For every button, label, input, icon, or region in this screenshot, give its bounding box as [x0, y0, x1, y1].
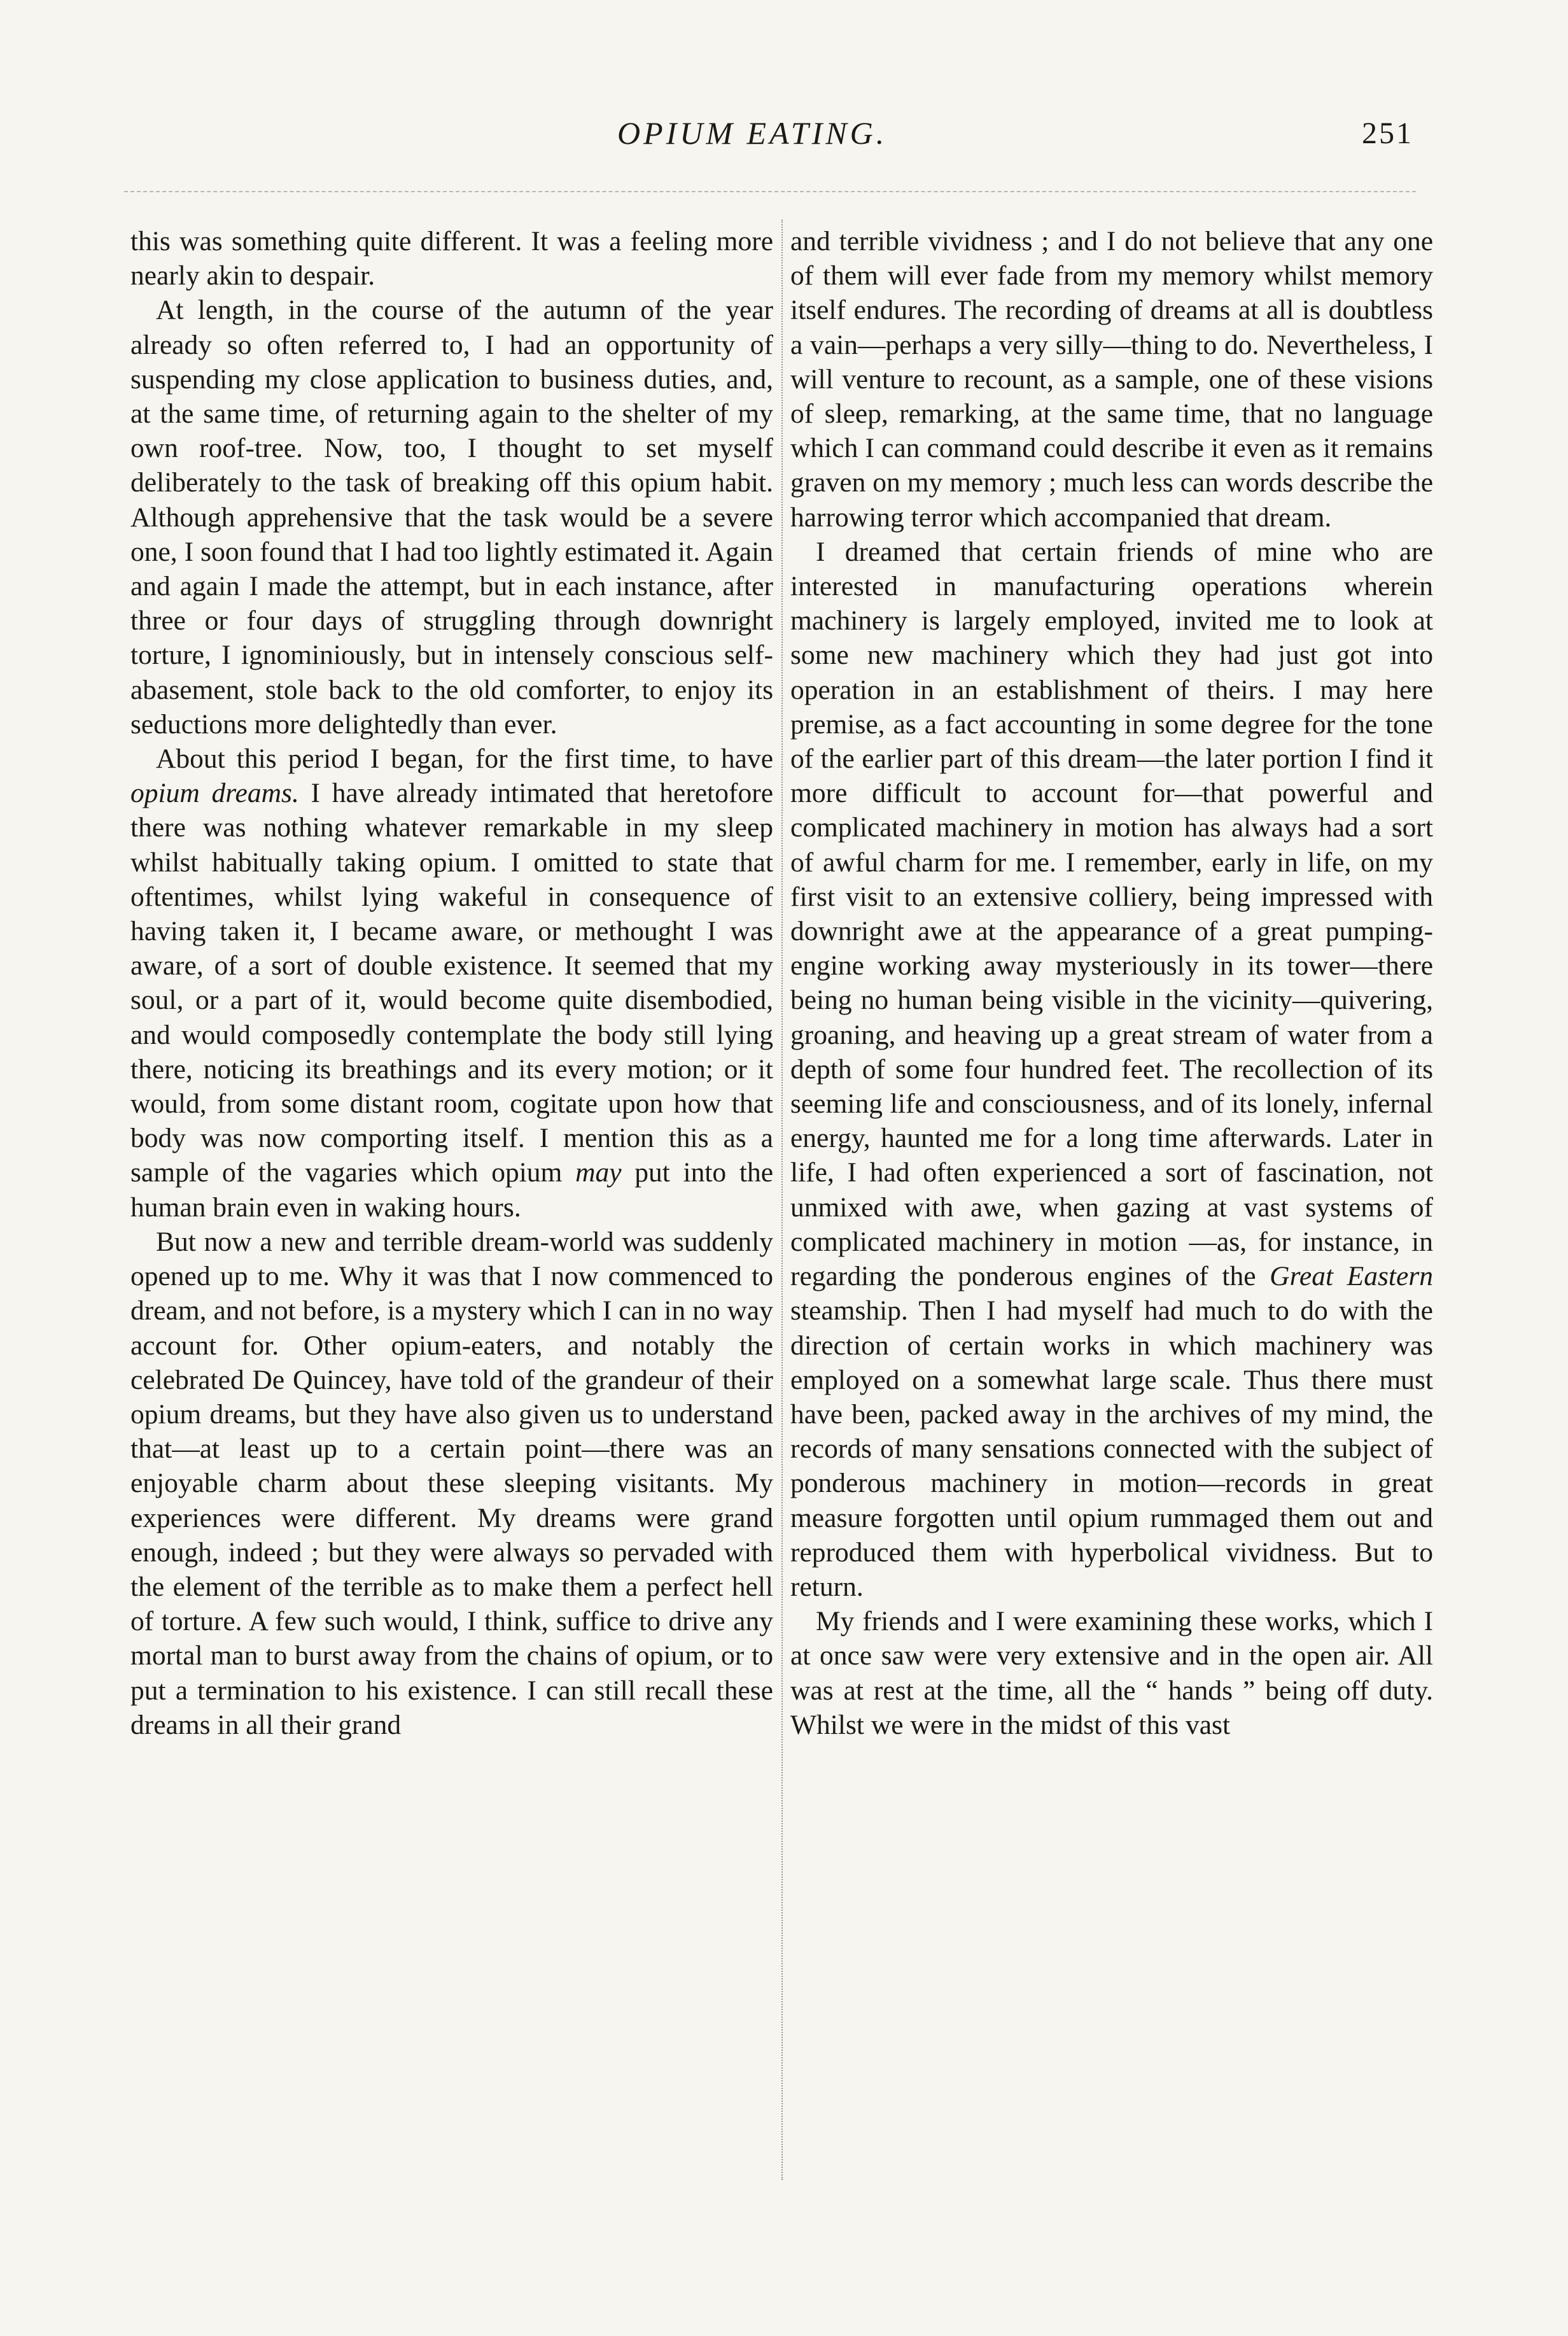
running-title: OPIUM EATING.	[617, 115, 888, 151]
paragraph-continuation: this was something quite different. It was a feeling more nearly akin to despair.	[130, 226, 773, 292]
paragraph-autumn: At length, in the course of the autumn of the year already so often referred to, I had an opportunity of suspending my close application to business duties, and, at the same time, of returning again to the shelter of my own roof-tree. Now, too, I thought to set myself deliberately to the task of breaking off this opium habit. Although apprehensive that the task would be a severe one, I soon found that I had too lightly estimated it. Again and again I made the attempt, but in each instance, after three or four days of struggling through downright torture, I ignominiously, but in intensely conscious self-abasement, stole back to the old comforter, to enjoy its seductions more delightedly than ever.	[130, 295, 773, 740]
page-number: 251	[1362, 116, 1413, 150]
page-header	[0, 115, 1568, 159]
column-divider	[781, 220, 783, 2180]
italic-phrase: opium dreams.	[130, 778, 299, 809]
right-column	[790, 224, 1433, 2191]
paragraph-opium-dreams: About this period I began, for the first time, to have opium dreams. I have already intimated that heretofore there was nothing whatever remarkable in my sleep whilst habitually taking opium. I omitted to state that oftentimes, whilst lying wakeful in consequence of having taken it, I became aware, or methought I was aware, of a sort of double existence. It seemed that my soul, or a part of it, would become quite disembodied, and would composedly contemplate the body still lying there, noticing its breathings and its every motion; or it would, from some distant room, cogitate upon how that body was now comporting itself. I mention this as a sample of the vagaries which opium may put into the human brain even in waking hours.	[130, 743, 773, 1223]
italic-ship-name: Great Eastern	[1270, 1261, 1433, 1292]
paragraph-machinery: I dreamed that certain friends of mine who are interested in manufacturing operations wherein machinery is largely employed, invited me to look at some new machinery which they had just got into operation in an establishment of theirs. I may here premise, as a fact accounting in some degree for the tone of the earlier part of this dream—the later portion I find it more difficult to account for—that powerful and complicated machinery in motion has always had a sort of awful charm for me. I remember, early in life, on my first visit to an extensive colliery, being impressed with downright awe at the appearance of a great pumping-engine working away mysteriously in its tower—there being no human being visible in the vicinity—quivering, groaning, and heaving up a great stream of water from a depth of some four hundred feet. The recollection of its seeming life and consciousness, and of its lonely, infernal energy, haunted me for a long time afterwards. Later in life, I had often experienced a sort of fascination, not unmixed with awe, when gazing at vast systems of complicated machinery in motion —as, for instance, in regarding the ponderous engines of the Great Eastern steamship. Then I had myself had much to do with the direction of certain works in which machinery was employed on a somewhat large scale. Thus there must have been, packed away in the archives of my mind, the records of many sensations connected with the subject of ponderous machinery in motion—records in great measure forgotten until opium rummaged them out and reproduced them with hyperbolical vividness. But to return.	[790, 536, 1433, 1602]
header-rule	[124, 191, 1416, 192]
left-column	[130, 224, 773, 2191]
italic-word: may	[575, 1157, 622, 1188]
paragraph-friends: My friends and I were examining these works, which I at once saw were very extensive and in the open air. All was at rest at the time, all the “ hands ” being off duty. Whilst we were in the midst of this vast	[790, 1606, 1433, 1740]
paragraph-dream-world: But now a new and terrible dream-world was suddenly opened up to me. Why it was that I now commenced to dream, and not before, is a mystery which I can in no way account for. Other opium-eaters, and notably the celebrated De Quincey, have told of the grandeur of their opium dreams, but they have also given us to understand that—at least up to a certain point—there was an enjoyable charm about these sleeping visitants. My experiences were different. My dreams were grand enough, indeed ; but they were always so pervaded with the element of the terrible as to make them a perfect hell of torture. A few such would, I think, suffice to drive any mortal man to burst away from the chains of opium, or to put a termination to his existence. I can still recall these dreams in all their grand	[130, 1226, 773, 1740]
paragraph-vividness: and terrible vividness ; and I do not believe that any one of them will ever fade from my memory whilst memory itself endures. The recording of dreams at all is doubtless a vain—perhaps a very silly—thing to do. Nevertheless, I will venture to recount, as a sample, one of these visions of sleep, remarking, at the same time, that no language which I can command could describe it even as it remains graven on my memory ; much less can words describe the harrowing terror which accompanied that dream.	[790, 226, 1433, 533]
